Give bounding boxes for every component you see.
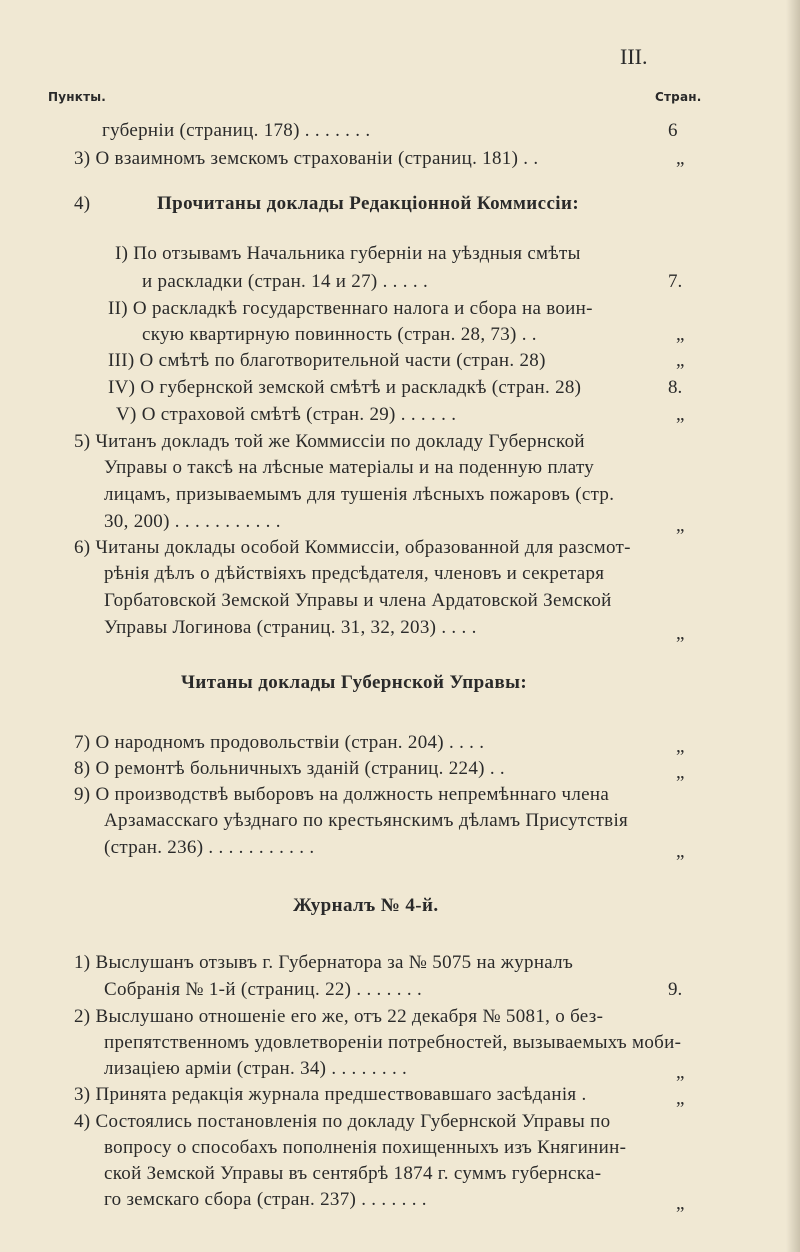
toc-line: 6) Читаны доклады особой Коммиссіи, образованной для разсмот-: [74, 537, 631, 558]
toc-line: рѣнія дѣлъ о дѣйствіяхъ предсѣдателя, членовъ и секретаря: [104, 563, 605, 584]
toc-line: Арзамасскаго уѣзднаго по крестьянскимъ дѣламъ Присутствія: [104, 810, 629, 831]
page-edge-shadow: [786, 0, 800, 1252]
toc-line: 2) Выслушано отношеніе его же, отъ 22 декабря № 5081, о без-: [74, 1006, 604, 1027]
toc-page: 9.: [668, 979, 683, 1000]
toc-line: 8) О ремонтѣ больничныхъ зданій (страниц. 224) . .: [74, 758, 505, 779]
toc-page: „: [676, 404, 685, 425]
section-heading: Прочитаны доклады Редакціонной Коммиссіи:: [157, 193, 580, 214]
toc-line: Горбатовской Земской Управы и члена Ардатовской Земской: [104, 590, 612, 611]
page-number: III.: [620, 44, 648, 69]
toc-line: и раскладки (стран. 14 и 27) . . . . .: [142, 271, 429, 292]
toc-line: V) О страховой смѣтѣ (стран. 29) . . . . . .: [116, 404, 457, 425]
header-pages: Стран.: [655, 90, 702, 104]
toc-line: губерніи (страниц. 178) . . . . . . .: [102, 120, 371, 141]
toc-line: лизаціею арміи (стран. 34) . . . . . . . .: [104, 1058, 408, 1079]
toc-page: 7.: [668, 271, 683, 292]
toc-line: III) О смѣтѣ по благотворительной части (стран. 28): [108, 350, 546, 371]
toc-page: „: [676, 841, 685, 862]
toc-line: скую квартирную повинность (стран. 28, 73) . .: [142, 324, 537, 345]
journal-heading: Журналъ № 4-й.: [293, 895, 439, 916]
toc-line: 4) Состоялись постановленія по докладу Губернской Управы по: [74, 1111, 611, 1132]
toc-item-number: 4): [74, 193, 91, 214]
toc-line: лицамъ, призываемымъ для тушенія лѣсныхъ пожаровъ (стр.: [104, 484, 615, 505]
toc-page: „: [676, 350, 685, 371]
toc-line: I) По отзывамъ Начальника губерніи на уѣздныя смѣты: [115, 243, 581, 264]
toc-page: „: [676, 623, 685, 644]
toc-line: 1) Выслушанъ отзывъ г. Губернатора за № 5075 на журналъ: [74, 952, 574, 973]
toc-line: препятственномъ удовлетвореніи потребностей, вызываемыхъ моби-: [104, 1032, 682, 1053]
toc-line: вопросу о способахъ пополненія похищенныхъ изъ Княгинин-: [104, 1137, 627, 1158]
toc-page: „: [676, 324, 685, 345]
toc-page: „: [676, 1088, 685, 1109]
toc-page: „: [676, 1062, 685, 1083]
toc-page: „: [676, 1193, 685, 1214]
toc-line: IV) О губернской земской смѣтѣ и раскладкѣ (стран. 28): [108, 377, 582, 398]
toc-line: Управы Логинова (страниц. 31, 32, 203) . . . .: [104, 617, 477, 638]
section-heading: Читаны доклады Губернской Управы:: [181, 672, 528, 693]
toc-page: „: [676, 148, 685, 169]
toc-line: II) О раскладкѣ государственнаго налога и сбора на воин-: [108, 298, 593, 319]
header-items: Пункты.: [48, 90, 107, 104]
toc-page: 6: [668, 120, 678, 141]
toc-line: 30, 200) . . . . . . . . . . .: [104, 511, 281, 532]
toc-line: 3) Принята редакція журнала предшествовавшаго засѣданія .: [74, 1084, 587, 1105]
toc-line: 9) О производствѣ выборовъ на должность непремѣннаго члена: [74, 784, 610, 805]
toc-page: „: [676, 736, 685, 757]
toc-page: 8.: [668, 377, 683, 398]
toc-page: „: [676, 515, 685, 536]
toc-line: Собранія № 1-й (страниц. 22) . . . . . . .: [104, 979, 422, 1000]
toc-line: ской Земской Управы въ сентябрѣ 1874 г. суммъ губернска-: [104, 1163, 602, 1184]
toc-line: го земскаго сбора (стран. 237) . . . . . . .: [104, 1189, 427, 1210]
toc-line: 3) О взаимномъ земскомъ страхованіи (страниц. 181) . .: [74, 148, 539, 169]
toc-page: „: [676, 762, 685, 783]
toc-line: (стран. 236) . . . . . . . . . . .: [104, 837, 315, 858]
toc-line: Управы о таксѣ на лѣсные матеріалы и на поденную плату: [104, 457, 595, 478]
toc-line: 5) Читанъ докладъ той же Коммиссіи по докладу Губернской: [74, 431, 585, 452]
toc-line: 7) О народномъ продовольствіи (стран. 204) . . . .: [74, 732, 485, 753]
